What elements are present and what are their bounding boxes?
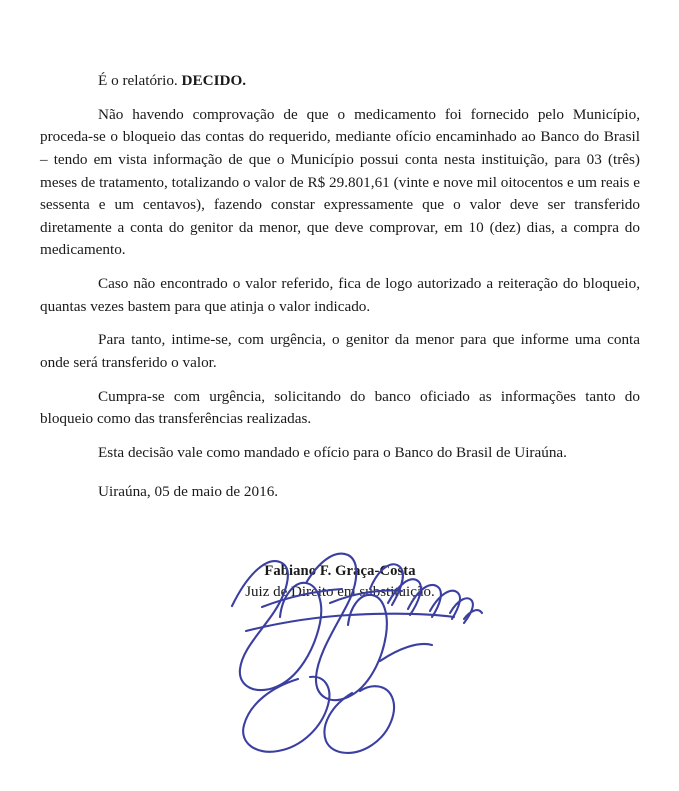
paragraph-intimacao [40, 329, 640, 374]
document-body [40, 70, 640, 791]
text-relatorio: É o relatório. [98, 72, 182, 89]
signature-block [40, 561, 640, 791]
signatory-role: Juiz de Direito em substituição. [245, 584, 435, 601]
signature-names [40, 561, 640, 604]
text-bloqueio: Não havendo comprovação de que o medicamento foi fornecido pelo Município, proceda-se o bloqueio das contas do requerido, mediante ofício encaminhado ao Banco do Brasil – tendo em vista informação de que o Município possui conta nesta instituição, para 03 (três) meses de tratamento, totalizando o valor de R$ 29.801,61 (vinte e nove mil oitocentos e um reais e sessenta e um centavos), fazendo constar expressamente que o valor deve ser transferido diretamente a conta do genitor da menor, que deve comprovar, em 10 (dez) dias, a compra do medicamento. [40, 105, 640, 259]
paragraph-mandado [40, 442, 640, 465]
signatory-name: Fabiano F. Graça‐Costa [264, 563, 416, 580]
handwritten-signature-icon [202, 511, 502, 761]
paragraph-cumpra-se [40, 386, 640, 431]
paragraph-reiteracao [40, 273, 640, 318]
text-decido: DECIDO. [181, 72, 247, 89]
text-cumpra-se: Cumpra-se com urgência, solicitando do banco oficiado as informações tanto do bloqueio como das transferências realizadas. [40, 387, 640, 428]
place-and-date: Uiraúna, 05 de maio de 2016. [98, 482, 279, 500]
text-mandado: Esta decisão vale como mandado e ofício para o Banco do Brasil de Uiraúna. [98, 443, 567, 461]
text-intimacao: Para tanto, intime-se, com urgência, o genitor da menor para que informe uma conta onde será transferido o valor. [40, 331, 640, 372]
paragraph-bloqueio [40, 104, 640, 262]
paragraph-relatorio [40, 70, 640, 93]
text-reiteracao: Caso não encontrado o valor referido, fica de logo autorizado a reiteração do bloqueio, quantas vezes bastem para que atinja o valor indicado. [40, 275, 640, 315]
